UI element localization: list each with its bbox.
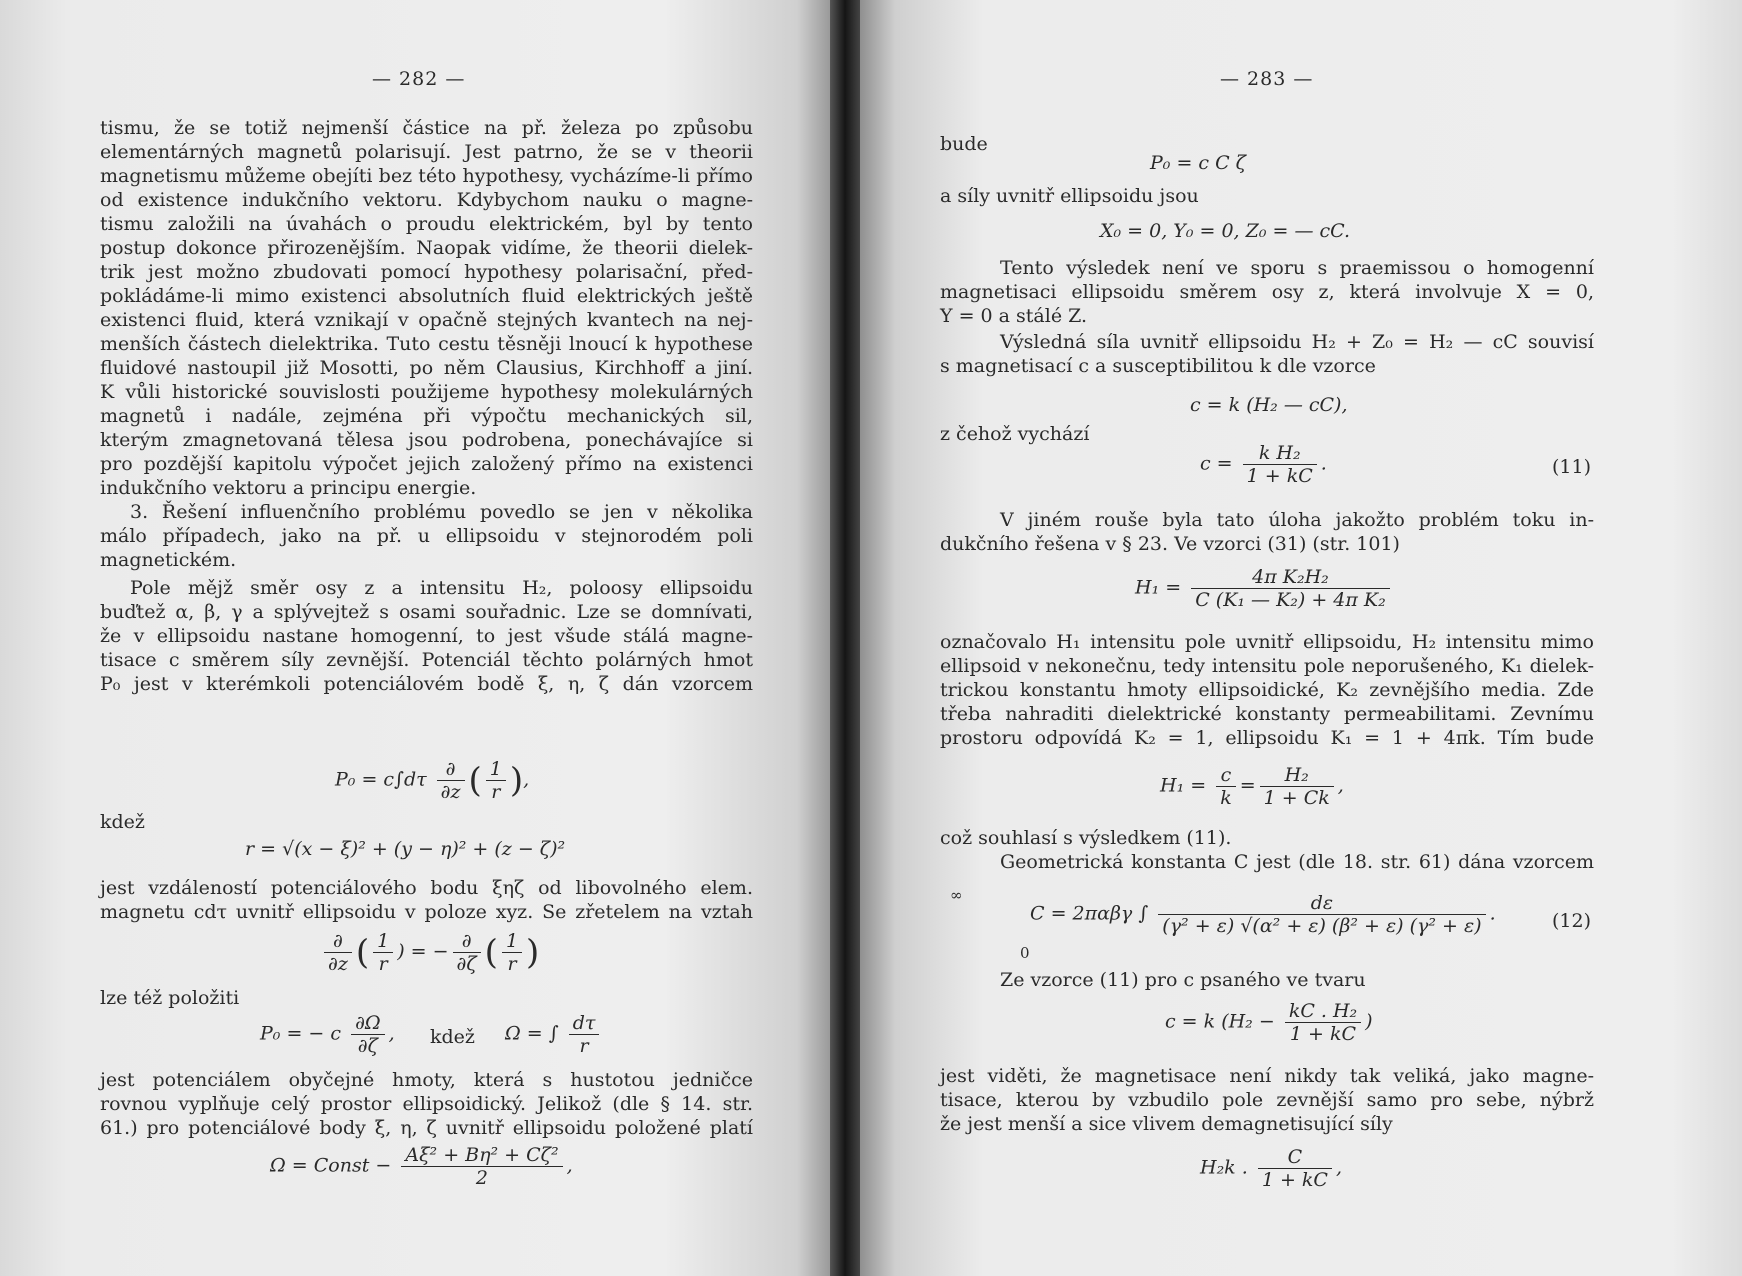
text-line: tisace c směrem síly zevnější. Potenciál těchto polárných hmot: [100, 649, 753, 671]
text-line: magnetisaci ellipsoidu směrem osy z, která involvuje X = 0,: [940, 281, 1594, 303]
text-line: s magnetisací c a susceptibilitou k dle vzorce: [940, 355, 1376, 377]
equation-p0: P₀ = c C ζ: [1150, 152, 1246, 174]
text-line: lze též položiti: [100, 987, 240, 1009]
text-line: fluidové nastoupil již Mosotti, po něm Clausius, Kirchhoff a jiní.: [100, 357, 753, 379]
text-line: indukčního vektoru a principu energie.: [100, 477, 477, 499]
equation-demagnetising-force: H₂k . $\frac{C}{1 + kC}$ ,: [1200, 1146, 1343, 1191]
equation-r-definition: r = √(x − ξ)² + (y − η)² + (z − ζ)²: [245, 838, 566, 860]
text-line: tismu založili na úvahách o proudu elektrickém, byl by tento: [100, 213, 753, 235]
text-line: K vůli historické souvislosti použijeme hypothesy molekulárných: [100, 381, 753, 403]
text-line: třeba nahraditi dielektrické konstanty permeabilitami. Zevnímu: [940, 703, 1594, 725]
equation-h1-result: H₁ = $\frac{c}{k}$ = $\frac{\text{H₂}}{1 + Ck}$ ,: [1160, 764, 1344, 809]
text-line: jest potenciálem obyčejné hmoty, která s hustotou jedničce: [100, 1069, 753, 1091]
right-page: [860, 0, 1742, 1276]
text-line: magnetismu můžeme obejíti bez této hypothesy, vycházíme-li přímo: [100, 165, 753, 187]
text-line: magnetickém.: [100, 549, 237, 571]
text-line: ellipsoid v nekonečnu, tedy intensitu pole neporušeného, K₁ dielek-: [940, 655, 1594, 677]
text-line: jest vzdáleností potenciálového bodu ξηζ od libovolného elem.: [100, 877, 753, 899]
text-line: pokládáme-li mimo existenci absolutních fluid elektrických ještě: [100, 285, 753, 307]
text-line: Výsledná síla uvnitř ellipsoidu H₂ + Z₀ = H₂ — cC souvisí: [1000, 331, 1594, 353]
text-line: 3. Řešení influenčního problému povedlo se jen v několika: [130, 501, 753, 523]
equation-12: C = 2παβγ ∫ $\frac{d\varepsilon}{\text{(γ² + ε) √(α² + ε) (β² + ε) (γ² + ε)}}$ .: [1030, 892, 1496, 937]
text-line: postup dokonce přirozenějším. Naopak vidíme, že theorii dielek-: [100, 237, 753, 259]
equation-p0-omega: P₀ = − c $\frac{\partial\Omega}{\partial\zeta}$ ,: [260, 1012, 395, 1057]
text-line: 61.) pro potenciálové body ξ, η, ζ uvnitř ellipsoidu položené platí: [100, 1117, 753, 1139]
text-line: magnetů i nadále, zejména při výpočtu mechanických sil,: [100, 405, 753, 427]
kdez-label: kdež: [430, 1026, 475, 1048]
text-line: že jest menší a sice vlivem demagnetisující síly: [940, 1113, 1393, 1135]
equation-c-form: c = k (H₂ − $\frac{\text{kC . H₂}}{1 + kC}$ ): [1165, 1000, 1373, 1045]
text-line: málo případech, jako na př. u ellipsoidu v stejnorodém poli: [100, 525, 753, 547]
text-line: elementárných magnetů polarisují. Jest patrno, že se v theorii: [100, 141, 753, 163]
text-line: kdež: [100, 811, 145, 833]
text-line: jest viděti, že magnetisace není nikdy tak veliká, jako magne-: [940, 1065, 1594, 1087]
left-page: [0, 0, 830, 1276]
text-line: rovnou vyplňuje celý prostor ellipsoidický. Jelikož (dle § 14. str.: [100, 1093, 753, 1115]
text-line: buďtež α, β, γ a splývejtež s osami souřadnic. Lze se domnívati,: [100, 601, 753, 623]
equation-number-11: (11): [1552, 456, 1592, 478]
page-number: — 282 —: [372, 68, 466, 90]
text-line: Geometrická konstanta C jest (dle 18. str. 61) dána vzorcem: [1000, 851, 1594, 873]
text-line: pro pozdější kapitolu výpočet jejich založený přímo na existenci: [100, 453, 753, 475]
text-line: tismu, že se totiž nejmenší částice na př. železa po způsobu: [100, 117, 753, 139]
text-line: od existence indukčního vektoru. Kdybychom nauku o magne-: [100, 189, 753, 211]
text-line: Pole mějž směr osy z a intensitu H₂, poloosy ellipsoidu: [130, 577, 753, 599]
equation-omega-integral: Ω = ∫ $\frac{d\tau}{r}$: [505, 1012, 603, 1057]
text-line: P₀ jest v kterémkoli potenciálovém bodě ξ, η, ζ dán vzorcem: [100, 673, 753, 695]
text-line: že v ellipsoidu nastane homogenní, to jest všude stálá magne-: [100, 625, 753, 647]
text-line: Y = 0 a stálé Z.: [940, 305, 1088, 327]
text-line: magnetu cdτ uvnitř ellipsoidu v poloze xyz. Se zřetelem na vztah: [100, 901, 753, 923]
equation-c-k: c = k (H₂ — cC),: [1190, 394, 1348, 416]
text-line: označovalo H₁ intensitu pole uvnitř ellipsoidu, H₂ intensitu mimo: [940, 631, 1594, 653]
equation-11: c = $\frac{\text{k H₂}}{1 + kC}$ .: [1200, 442, 1327, 487]
text-line: kterým zmagnetovaná tělesa jsou podrobena, ponechávajíce si: [100, 429, 753, 451]
text-line: bude: [940, 133, 988, 155]
text-line: z čehož vychází: [940, 423, 1090, 445]
equation-number-12: (12): [1552, 910, 1592, 932]
text-line: dukčního řešena v § 23. Ve vzorci (31) (str. 101): [940, 533, 1400, 555]
text-line: prostoru odpovídá K₂ = 1, ellipsoidu K₁ = 1 + 4πk. Tím bude: [940, 727, 1594, 749]
equation-p0-integral: P₀ = c∫dτ $\frac{\partial}{\partial z}$ ( $\frac{1}{r}$ ),: [335, 758, 530, 803]
text-line: trickou konstantu hmoty ellipsoidické, K₂ zevnějšího media. Zde: [940, 679, 1594, 701]
text-line: existenci fluid, která vznikají v opačně stejných kvantech na nej-: [100, 309, 753, 331]
text-line: V jiném rouše byla tato úloha jakožto problém toku in-: [1000, 509, 1594, 531]
book-gutter: [830, 0, 860, 1276]
equation-derivative-relation: $\frac{\partial}{\partial z}$ ( $\frac{1}{r}$ ) = − $\frac{\partial}{\partial\zeta}$ ( $\frac{1}{r}$ ): [320, 930, 539, 975]
text-line: tisace, kterou by vzbudilo pole zevnější samo pro sebe, nýbrž: [940, 1089, 1594, 1111]
equation-forces-inside: X₀ = 0, Y₀ = 0, Z₀ = — cC.: [1100, 220, 1351, 242]
integral-upper-limit: ∞: [950, 886, 963, 904]
text-line: trik jest možno zbudovati pomocí hypothesy polarisační, před-: [100, 261, 753, 283]
text-line: Tento výsledek není ve sporu s praemissou o homogenní: [1000, 257, 1594, 279]
text-line: menších částech dielektrika. Tuto cestu těsněji lnoucí k hypothese: [100, 333, 753, 355]
equation-h1: H₁ = $\frac{\text{4π K₂H₂}}{\text{C (K₁ — K₂) + 4π K₂}}$: [1135, 566, 1394, 611]
text-line: Ze vzorce (11) pro c psaného ve tvaru: [1000, 969, 1366, 991]
text-line: a síly uvnitř ellipsoidu jsou: [940, 185, 1199, 207]
text-line: což souhlasí s výsledkem (11).: [940, 827, 1232, 849]
equation-omega-const: Ω = Const − $\frac{\text{Aξ² + Bη² + Cζ²}}{2}$ ,: [270, 1144, 573, 1189]
page-number: — 283 —: [1220, 68, 1314, 90]
integral-lower-limit: 0: [1020, 944, 1030, 962]
